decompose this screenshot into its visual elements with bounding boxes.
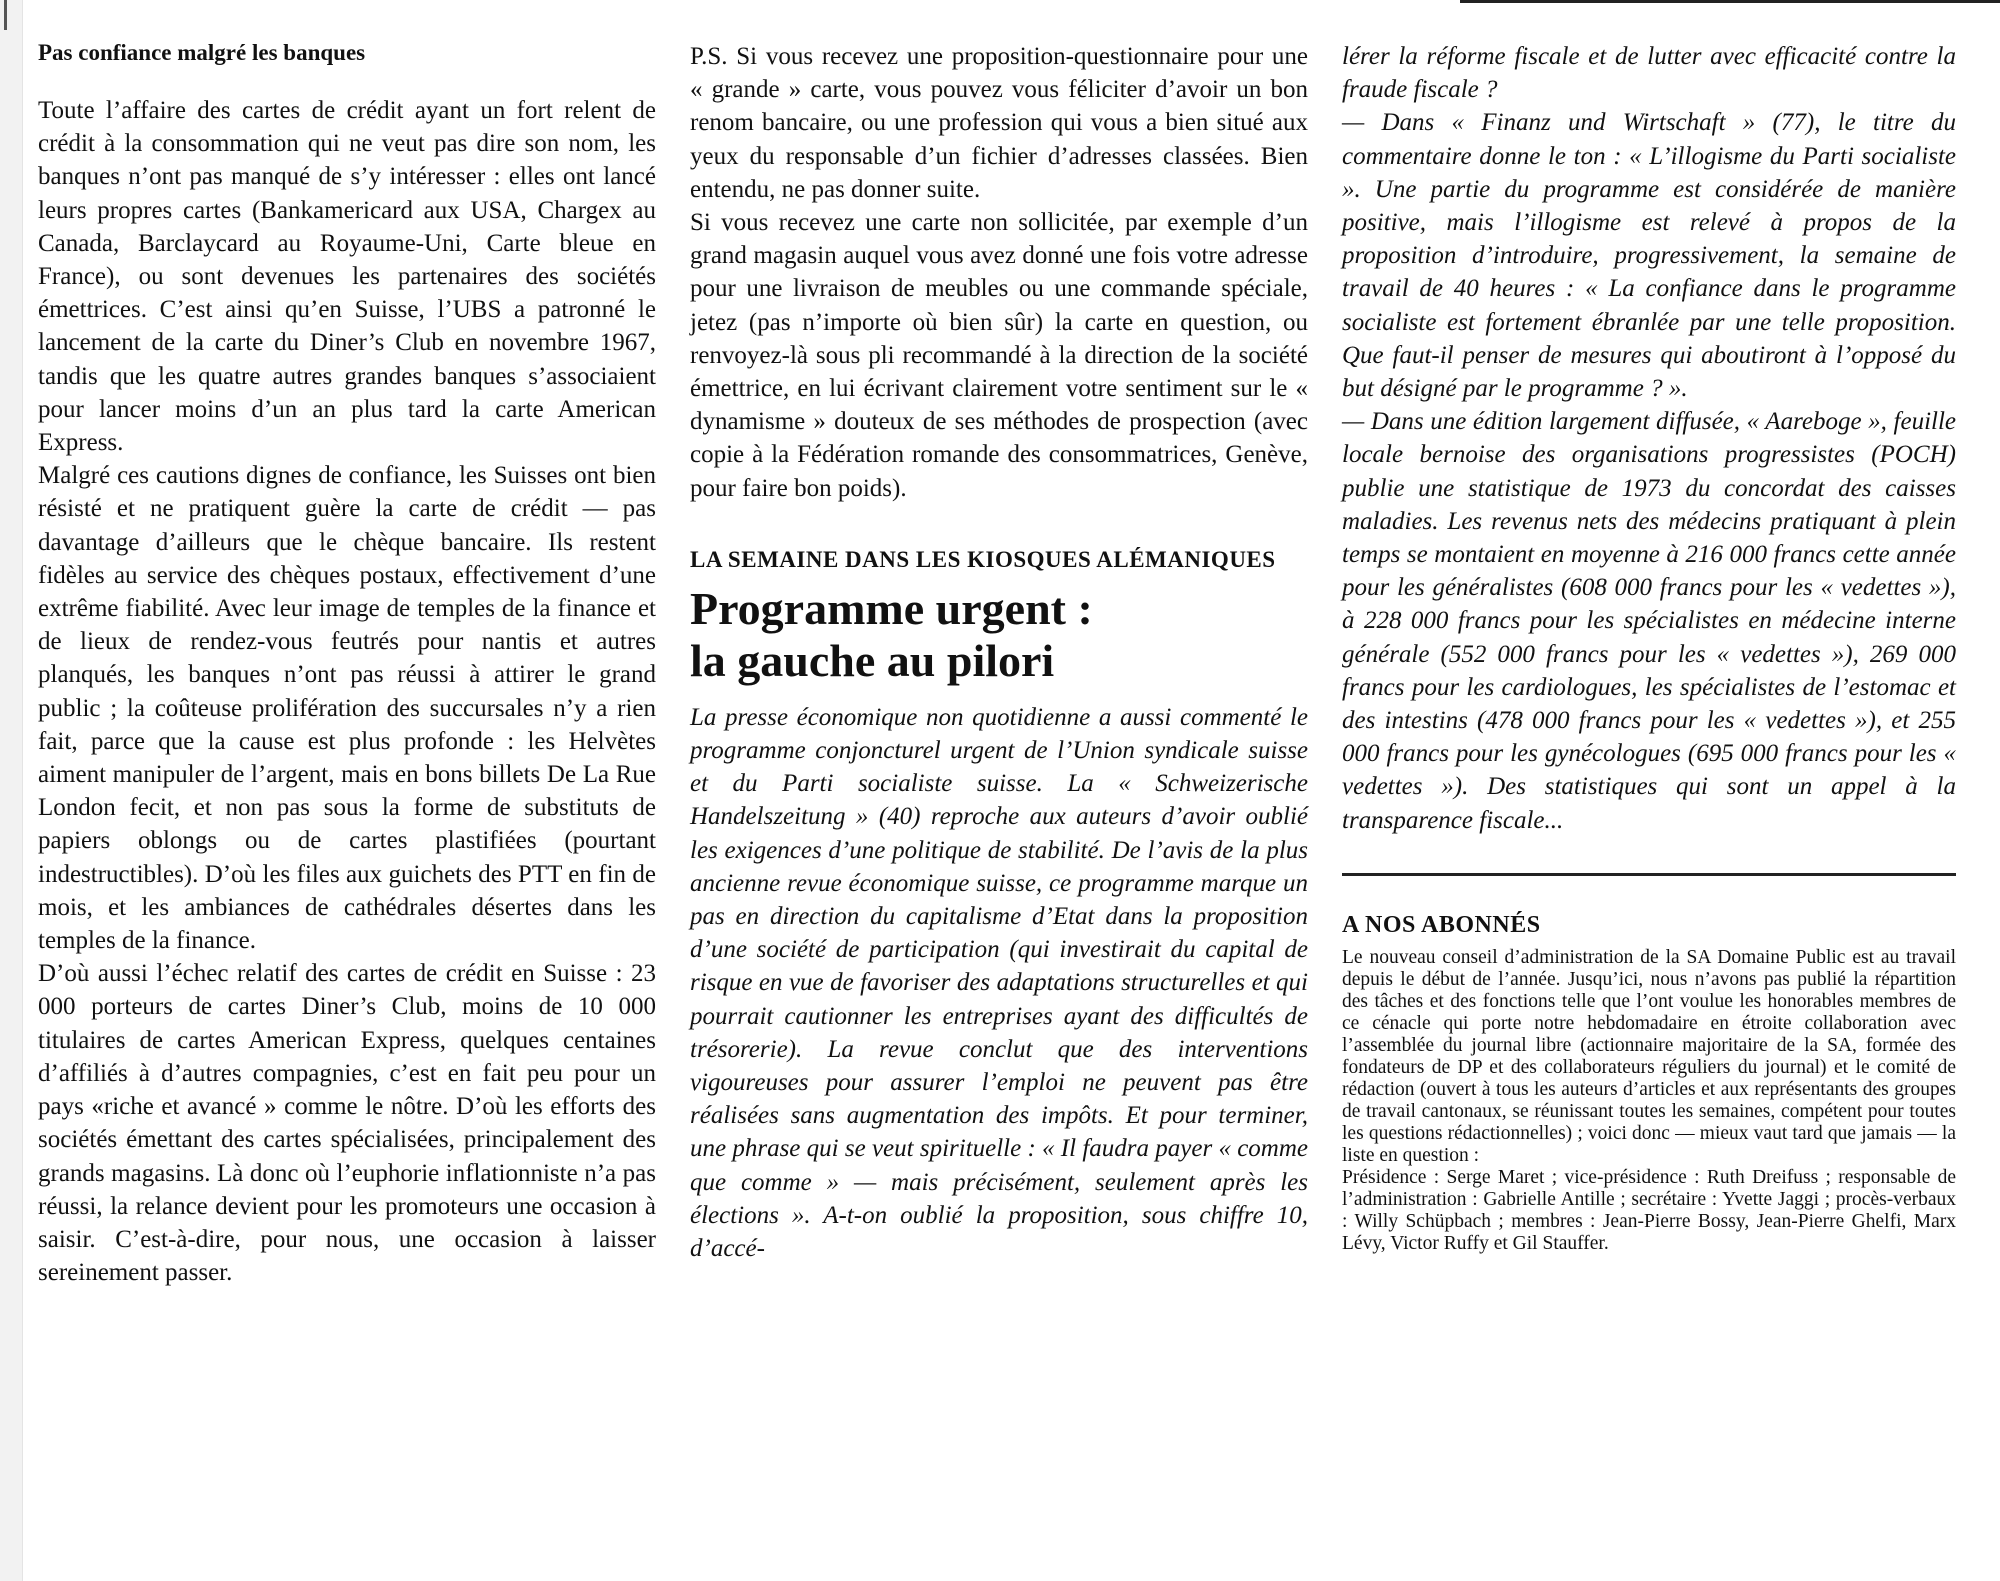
- headline-line-1: Programme urgent :: [690, 582, 1093, 634]
- paragraph: lérer la réforme fiscale et de lutter avec efficacité contre la fraude fiscale ?: [1342, 43, 1956, 104]
- top-rule: [1460, 0, 2000, 3]
- abonnes-heading: A NOS ABONNÉS: [1342, 911, 1541, 938]
- paragraph: Si vous recevez une carte non sollicitée, par exemple d’un grand magasin auquel vous avez donné une fois votre adresse pour une livraison de meubles ou une commande spéciale, jetez (pas n’importe où bien sûr) la carte en question, ou renvoyez-là sous pli recommandé à la direction de la société émettrice, en lui écrivant clairement votre sentiment sur le « dynamisme » douteux de ses méthodes de prospection (avec copie à la Fédération romande des consommatrices, Genève, pour faire bon poids).: [690, 209, 1308, 502]
- section-divider: [1342, 873, 1956, 876]
- column-2: [690, 40, 1308, 1265]
- headline-line-2: la gauche au pilori: [690, 634, 1055, 686]
- paragraph: Toute l’affaire des cartes de crédit ayant un fort relent de crédit à la consommation qui ne veut pas dire son nom, les banques n’ont pas manqué de s’y intéresser : elles ont lancé leurs propres cartes (Bankamericard aux USA, Chargex au Canada, Barclaycard au Royaume-Uni, Carte bleue en France), ou sont devenues les partenaires des sociétés émettrices. C’est ainsi qu’en Suisse, l’UBS a patronné le lancement de la carte du Diner’s Club en novembre 1967, tandis que les quatre autres grandes banques s’associaient pour lancer moins d’un an plus tard la carte American Express.: [38, 97, 656, 457]
- abonnes-text: Le nouveau conseil d’administration de la SA Domaine Public est au travail depuis le début de l’année. Jusqu’ici, nous n’avons pas publié la répartition des tâches et des fonctions telle que l’ont voulue les honorables membres de ce cénacle qui porte notre hebdomadaire en étroite collaboration avec l’assemblée du journal libre (actionnaire majoritaire de la SA, formée des fondateurs de DP et des collaborateurs réguliers du journal) et le comité de rédaction (ouvert à tous les auteurs d’articles et aux représentants des groupes de travail cantonaux, se réunissant toutes les semaines, compétent pour toutes les questions rédactionnelles) ; voici donc — mieux vaut tard que jamais — la liste en question :: [1342, 946, 1956, 1166]
- section-subhead: Pas confiance malgré les banques: [38, 40, 366, 65]
- paragraph: P.S. Si vous recevez une proposition-questionnaire pour une « grande » carte, vous pouvez vous féliciter d’avoir un bon renom bancaire, ou une profession qui vous a bien situé aux yeux du responsable d’un fichier d’adresses classées. Bien entendu, ne pas donner suite.: [690, 43, 1308, 203]
- abonnes-list: Présidence : Serge Maret ; vice-présidence : Ruth Dreifuss ; responsable de l’administration : Gabrielle Antille ; secrétaire : Yvette Jaggi ; procès-verbaux : Willy Schüpbach ; membres : Jean-Pierre Bossy, Jean-Pierre Ghelfi, Marx Lévy, Victor Ruffy et Gil Stauffer.: [1342, 1166, 1956, 1254]
- column-3: [1342, 40, 1956, 1255]
- page-edge: [0, 0, 23, 1581]
- article-kicker: LA SEMAINE DANS LES KIOSQUES ALÉMANIQUES: [690, 546, 1276, 572]
- column-1: [38, 40, 656, 1289]
- paragraph: — Dans une édition largement diffusée, « Aareboge », feuille locale bernoise des organisations progressistes (POCH) publie une statistique de 1973 du concordat des caisses maladies. Les revenus nets des médecins pratiquant à plein temps se montaient en moyenne à 216 000 francs cette année pour les généralistes (608 000 francs pour les « vedettes »), à 228 000 francs pour les spécialistes en médecine interne générale (552 000 francs pour les « vedettes »), 269 000 francs pour les cardiologues, les spécialistes de l’estomac et des intestins (478 000 francs pour les « vedettes »), et 255 000 francs pour les gynécologues (695 000 francs pour les « vedettes »). Des statistiques qui sont un appel à la transparence fiscale...: [1342, 408, 1956, 834]
- article-headline: [690, 583, 1308, 687]
- article-lead: La presse économique non quotidienne a aussi commenté le programme conjoncturel urgent de l’Union syndicale suisse et du Parti socialiste suisse. La « Schweizerische Handelszeitung » (40) reproche aux auteurs d’avoir oublié les exigences d’une politique de stabilité. De l’avis de la plus ancienne revue économique suisse, ce programme marque un pas en direction du capitalisme d’Etat dans la proposition d’une société de participation (qui investirait du capital de risque en vue de favoriser des adaptations structurelles et qui pourrait cautionner les entreprises ayant des difficultés de trésorerie). La revue conclut que des interventions vigoureuses pour assurer l’emploi ne peuvent pas être réalisées sans augmentation des impôts. Et pour terminer, une phrase qui se veut spirituelle : « Il faudra payer « comme que comme » — mais précisément, seulement après les élections ». A-t-on oublié la proposition, sous chiffre 10, d’accé-: [690, 703, 1308, 1263]
- paragraph: Malgré ces cautions dignes de confiance, les Suisses ont bien résisté et ne pratiquent guère la carte de crédit — pas davantage d’ailleurs que le chèque bancaire. Ils restent fidèles au service des chèques postaux, effectivement d’une extrême fiabilité. Avec leur image de temples de la finance et de lieux de rendez-vous feutrés pour nantis et autres planqués, les banques n’ont pas réussi à attirer le grand public ; la coûteuse prolifération des succursales n’y a rien fait, parce que la cause est plus profonde : les Helvètes aiment manipuler de l’argent, mais en bons billets De La Rue London fecit, et non pas sous la forme de substituts de papiers oblongs ou de cartes plastifiées (pourtant indestructibles). D’où les files aux guichets des PTT en fin de mois, et les ambiances de cathédrales désertes dans les temples de la finance.: [38, 462, 656, 955]
- paragraph: D’où aussi l’échec relatif des cartes de crédit en Suisse : 23 000 porteurs de cartes Diner’s Club, moins de 10 000 titulaires de cartes American Express, quelques centaines d’affiliés à d’autres compagnies, c’est en fait peu pour un pays «riche et avancé » comme le nôtre. D’où les efforts des sociétés émettant des cartes spécialisées, principalement des grands magasins. Là donc où l’euphorie inflationniste n’a pas réussi, la relance devient pour les promoteurs une occasion à saisir. C’est-à-dire, pour nous, une occasion à laisser sereinement passer.: [38, 960, 656, 1287]
- paragraph: — Dans « Finanz und Wirtschaft » (77), le titre du commentaire donne le ton : « L’illogisme du Parti socialiste ». Une partie du programme est considérée de manière positive, mais l’illogisme est relevé à propos de la proposition d’introduire, progressivement, la semaine de travail de 40 heures : « La confiance dans le programme socialiste est fortement ébranlée par une telle proposition. Que faut-il penser de mesures qui aboutiront à l’opposé du but désigné par le programme ? ».: [1342, 109, 1956, 403]
